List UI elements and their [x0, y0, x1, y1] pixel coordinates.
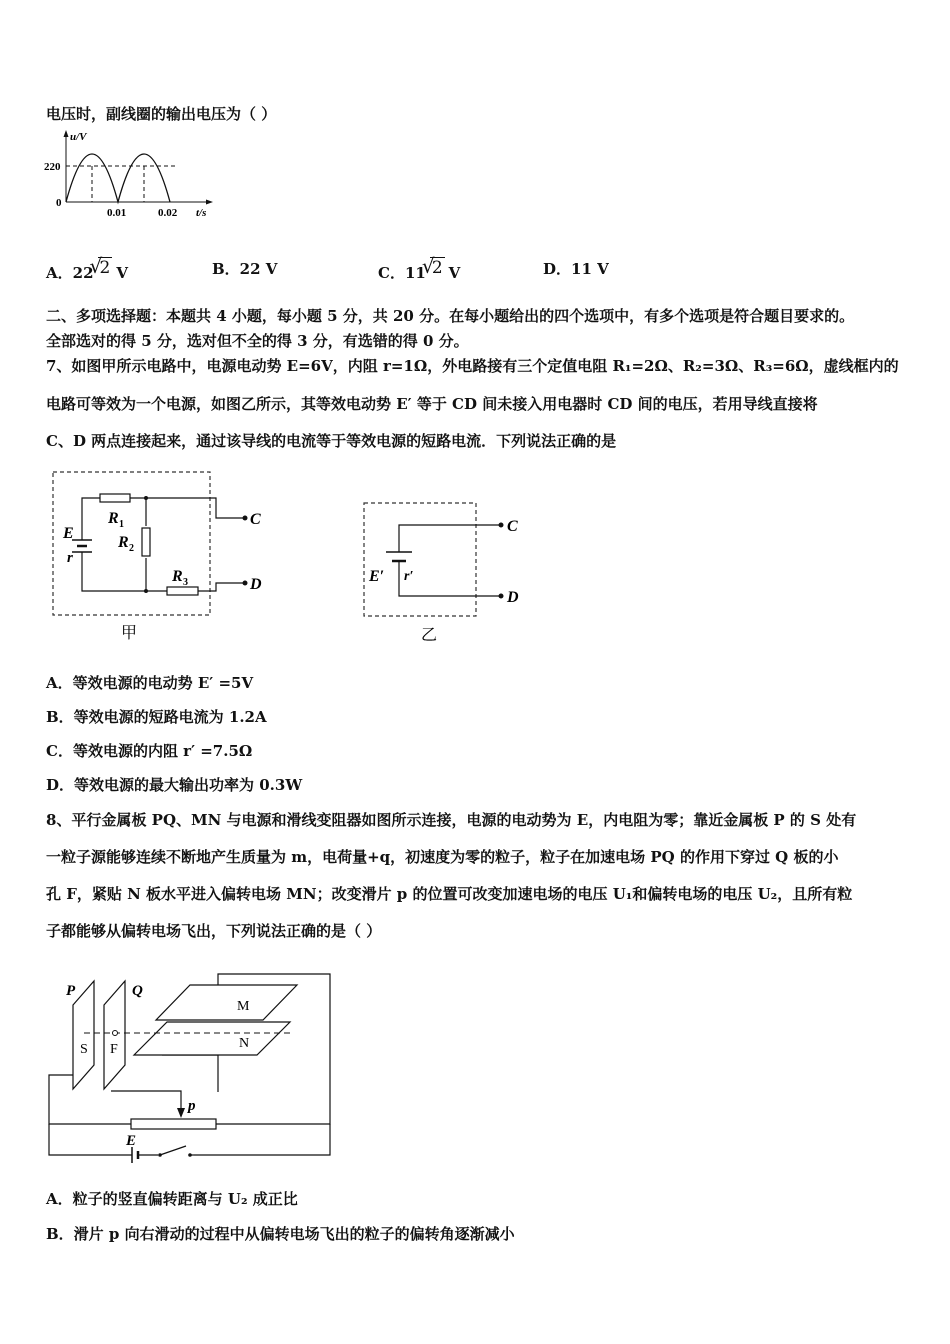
svg-text:D: D	[250, 576, 262, 593]
svg-text:Q: Q	[132, 983, 143, 999]
q6-option-a[interactable]: A．22 √ 2 V	[46, 254, 128, 282]
q6-option-b[interactable]: B．22 V	[212, 260, 278, 278]
svg-text:N: N	[239, 1036, 250, 1051]
svg-text:3: 3	[183, 577, 188, 588]
q8-stem-line4: 子都能够从偏转电场飞出，下列说法正确的是（ ）	[46, 922, 382, 940]
y-tick-label: 220	[44, 161, 61, 173]
q6-option-d[interactable]: D．11 V	[543, 260, 609, 278]
q7-stem-line3: C、D 两点连接起来，通过该导线的电流等于等效电源的短路电流．下列说法正确的是	[46, 432, 617, 450]
svg-text:甲: 甲	[121, 625, 138, 642]
switch-icon	[158, 1146, 194, 1157]
x-tick-label: 0.02	[158, 207, 178, 219]
q8-figure	[44, 965, 344, 1170]
q6-voltage-graph	[44, 128, 224, 223]
battery-icon	[132, 1147, 158, 1163]
svg-text:1: 1	[119, 519, 124, 530]
q7-figure-yi	[356, 495, 546, 650]
q7-option-c[interactable]: C．等效电源的内阻 r′ =7.5Ω	[46, 742, 253, 760]
section2-heading-line2: 全部选对的得 5 分，选对但不全的得 3 分，有选错的得 0 分。	[46, 332, 469, 350]
svg-text:P: P	[66, 983, 76, 999]
svg-text:S: S	[80, 1042, 88, 1057]
svg-text:M: M	[237, 999, 250, 1014]
q8-option-a[interactable]: A．粒子的竖直偏转距离与 U₂ 成正比	[46, 1190, 298, 1208]
plate-n	[134, 1022, 290, 1055]
resistor-r1	[100, 494, 130, 502]
battery-icon	[386, 552, 412, 561]
svg-text:F: F	[110, 1042, 118, 1057]
x-tick-label: 0.01	[107, 207, 127, 219]
rectified-sine-curve	[66, 154, 170, 202]
q6-stem-tail: 电压时，副线圈的输出电压为（ ）	[46, 105, 277, 123]
svg-text:R: R	[118, 534, 129, 551]
q7-figure-jia	[50, 470, 290, 650]
svg-text:R: R	[108, 510, 119, 527]
svg-text:r: r	[67, 550, 73, 566]
svg-text:p: p	[188, 1098, 196, 1114]
svg-text:E′: E′	[369, 568, 385, 585]
battery-icon	[72, 526, 92, 562]
q7-stem-line2: 电路可等效为一个电源，如图乙所示，其等效电动势 E′ 等于 CD 间未接入用电器时 CD 间的电压，若用导线直接将	[46, 395, 818, 413]
rheostat	[131, 1119, 216, 1129]
origin-label: 0	[56, 197, 62, 209]
q7-option-d[interactable]: D．等效电源的最大输出功率为 0.3W	[46, 776, 303, 794]
svg-text:r′: r′	[404, 569, 414, 584]
q8-stem-line2: 一粒子源能够连续不断地产生质量为 m，电荷量+q，初速度为零的粒子，粒子在加速电场 PQ 的作用下穿过 Q 板的小	[46, 848, 839, 866]
svg-text:C: C	[507, 518, 518, 535]
plate-p	[73, 981, 94, 1089]
sqrt-sign: √ 2	[89, 254, 111, 278]
q7-option-b[interactable]: B．等效电源的短路电流为 1.2A	[46, 708, 267, 726]
svg-text:E: E	[126, 1133, 137, 1149]
svg-text:D: D	[507, 589, 519, 606]
q8-stem-line1: 8、平行金属板 PQ、MN 与电源和滑线变阻器如图所示连接，电源的电动势为 E，内电阻为零；靠近金属板 P 的 S 处有	[46, 811, 857, 829]
svg-text:R: R	[172, 568, 183, 585]
y-axis-label: u/V	[70, 131, 87, 143]
svg-text:C: C	[250, 511, 261, 528]
plate-m	[156, 985, 297, 1020]
q7-stem-line1: 7、如图甲所示电路中，电源电动势 E=6V，内阻 r=1Ω，外电路接有三个定值电阻 R₁=2Ω、R₂=3Ω、R₃=6Ω，虚线框内的	[46, 357, 899, 375]
sqrt-sign: √ 2	[421, 254, 443, 278]
q7-option-a[interactable]: A．等效电源的电动势 E′ =5V	[46, 674, 254, 692]
x-axis-label: t/s	[196, 207, 207, 219]
resistor-r3	[167, 587, 198, 595]
svg-text:E: E	[63, 525, 74, 542]
section2-heading-line1: 二、多项选择题：本题共 4 小题，每小题 5 分，共 20 分。在每小题给出的四个选项中，有多个选项是符合题目要求的。	[46, 307, 855, 325]
q8-option-b[interactable]: B．滑片 p 向右滑动的过程中从偏转电场飞出的粒子的偏转角逐渐减小	[46, 1225, 515, 1243]
resistor-r2	[142, 528, 150, 556]
q6-option-c[interactable]: C．11 √ 2 V	[378, 254, 461, 282]
svg-text:乙: 乙	[421, 627, 438, 644]
svg-text:2: 2	[129, 543, 134, 554]
slider-arrow-icon	[177, 1108, 185, 1118]
q8-stem-line3: 孔 F，紧贴 N 板水平进入偏转电场 MN；改变滑片 p 的位置可改变加速电场的电压 U₁和偏转电场的电压 U₂，且所有粒	[46, 885, 853, 903]
